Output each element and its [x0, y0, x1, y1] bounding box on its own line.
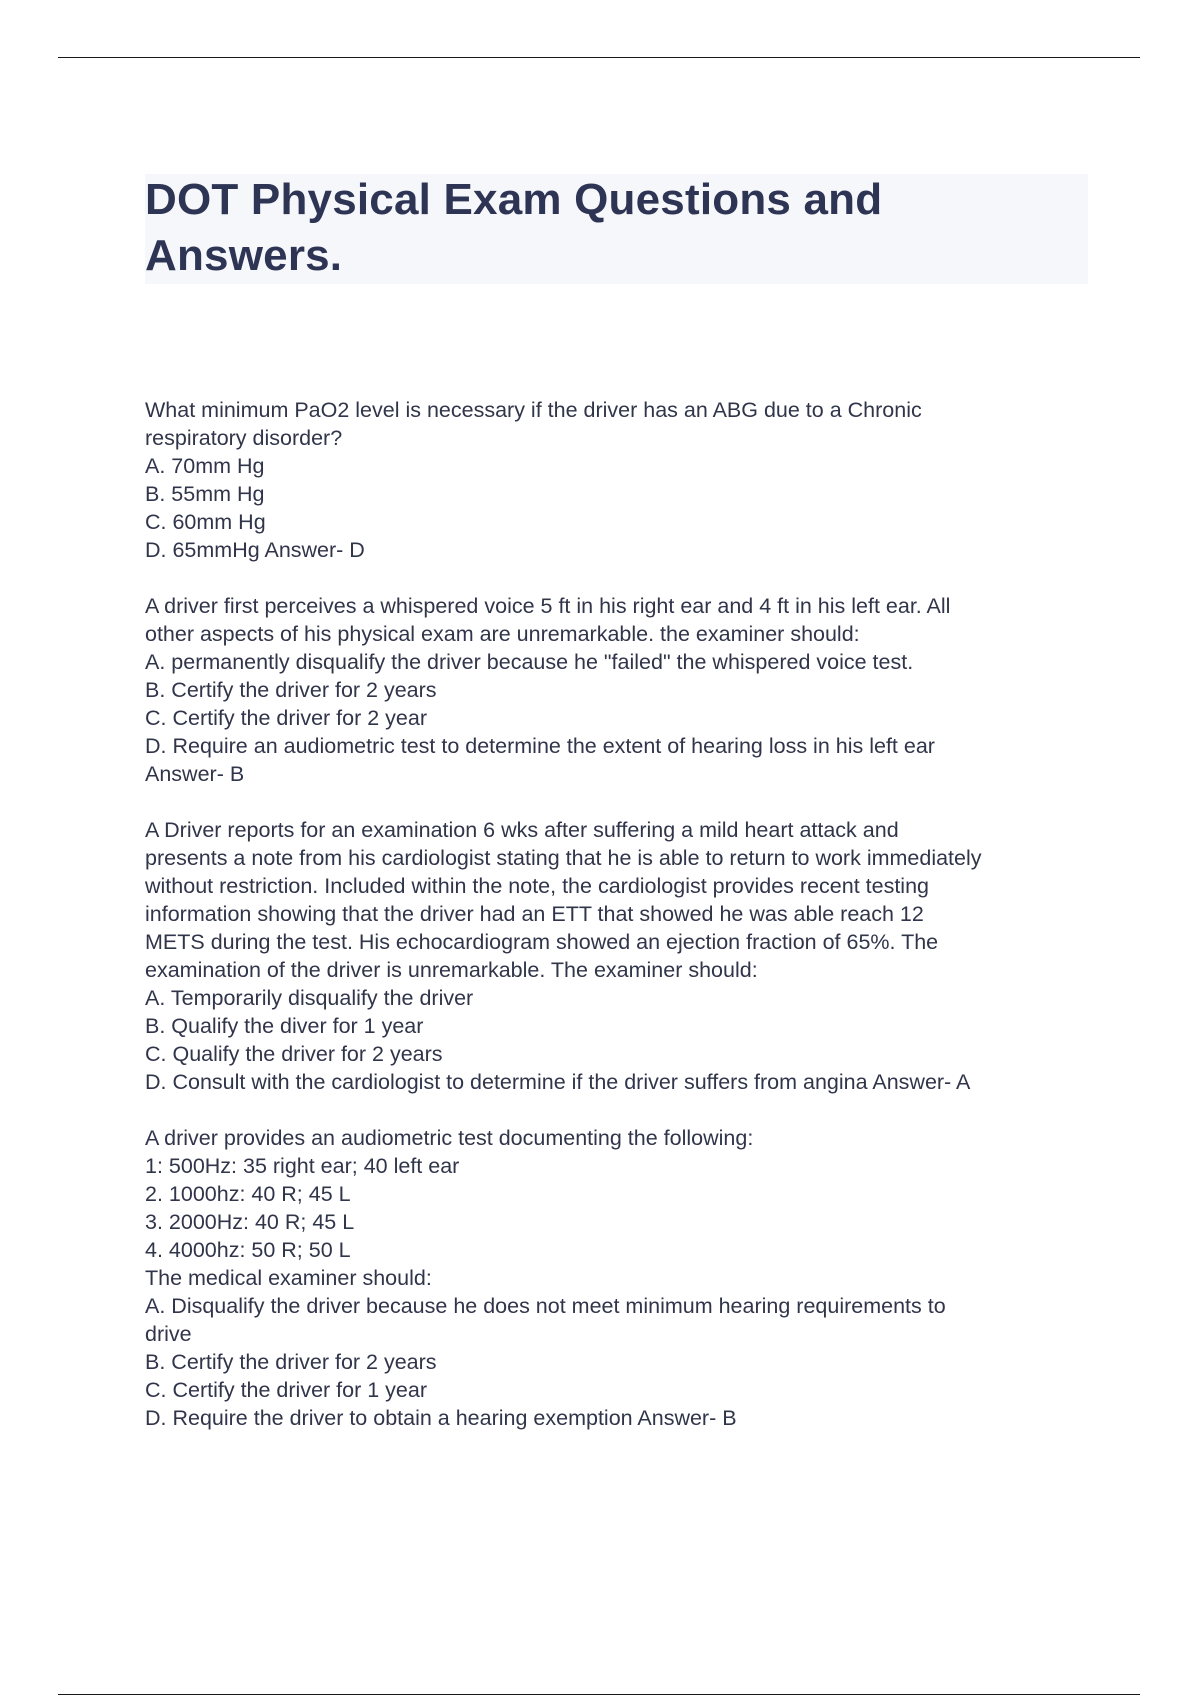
question-text: What minimum PaO2 level is necessary if the driver has an ABG due to a Chronic — [145, 398, 922, 422]
answer-option: B. Certify the driver for 2 years — [145, 678, 437, 702]
question-text: other aspects of his physical exam are unremarkable. the examiner should: — [145, 622, 860, 646]
question-block-2 — [145, 592, 1095, 788]
answer-option: A. 70mm Hg — [145, 454, 265, 478]
question-text: 2. 1000hz: 40 R; 45 L — [145, 1182, 351, 1206]
question-text: 3. 2000Hz: 40 R; 45 L — [145, 1210, 355, 1234]
question-block-1 — [145, 396, 1095, 564]
answer-option: D. Consult with the cardiologist to determine if the driver suffers from angina Answer- A — [145, 1070, 971, 1094]
answer-option: A. Disqualify the driver because he does not meet minimum hearing requirements to — [145, 1294, 946, 1318]
answer-option: drive — [145, 1322, 192, 1346]
title-line: DOT Physical Exam Questions and — [145, 175, 883, 224]
question-text: information showing that the driver had an ETT that showed he was able reach 12 — [145, 902, 924, 926]
top-rule — [58, 57, 1140, 58]
question-text: METS during the test. His echocardiogram showed an ejection fraction of 65%. The — [145, 930, 939, 954]
answer-key: Answer- B — [145, 762, 245, 786]
answer-option: D. 65mmHg Answer- D — [145, 538, 365, 562]
question-text: A Driver reports for an examination 6 wks after suffering a mild heart attack and — [145, 818, 899, 842]
question-text: examination of the driver is unremarkable. The examiner should: — [145, 958, 758, 982]
question-block-3 — [145, 816, 1095, 1096]
question-text: A driver first perceives a whispered voice 5 ft in his right ear and 4 ft in his left ear. All — [145, 594, 951, 618]
answer-option: D. Require the driver to obtain a hearing exemption Answer- B — [145, 1406, 737, 1430]
answer-option: B. 55mm Hg — [145, 482, 265, 506]
question-text: 4. 4000hz: 50 R; 50 L — [145, 1238, 351, 1262]
page-title — [145, 172, 1045, 284]
questions-content — [145, 396, 1095, 1460]
answer-option: D. Require an audiometric test to determine the extent of hearing loss in his left ear — [145, 734, 935, 758]
answer-option: C. Certify the driver for 2 year — [145, 706, 427, 730]
answer-option: C. Certify the driver for 1 year — [145, 1378, 427, 1402]
question-text: A driver provides an audiometric test documenting the following: — [145, 1126, 754, 1150]
answer-option: A. Temporarily disqualify the driver — [145, 986, 474, 1010]
question-block-4 — [145, 1124, 1095, 1432]
answer-option: C. Qualify the driver for 2 years — [145, 1042, 443, 1066]
question-text: without restriction. Included within the note, the cardiologist provides recent testing — [145, 874, 929, 898]
answer-option: B. Qualify the diver for 1 year — [145, 1014, 424, 1038]
answer-option: C. 60mm Hg — [145, 510, 266, 534]
question-text: respiratory disorder? — [145, 426, 343, 450]
question-text: presents a note from his cardiologist stating that he is able to return to work immediately — [145, 846, 982, 870]
answer-option: A. permanently disqualify the driver because he "failed" the whispered voice test. — [145, 650, 914, 674]
question-text: The medical examiner should: — [145, 1266, 432, 1290]
question-text: 1: 500Hz: 35 right ear; 40 left ear — [145, 1154, 460, 1178]
answer-option: B. Certify the driver for 2 years — [145, 1350, 437, 1374]
title-line: Answers. — [145, 231, 343, 280]
bottom-rule — [58, 1694, 1140, 1695]
